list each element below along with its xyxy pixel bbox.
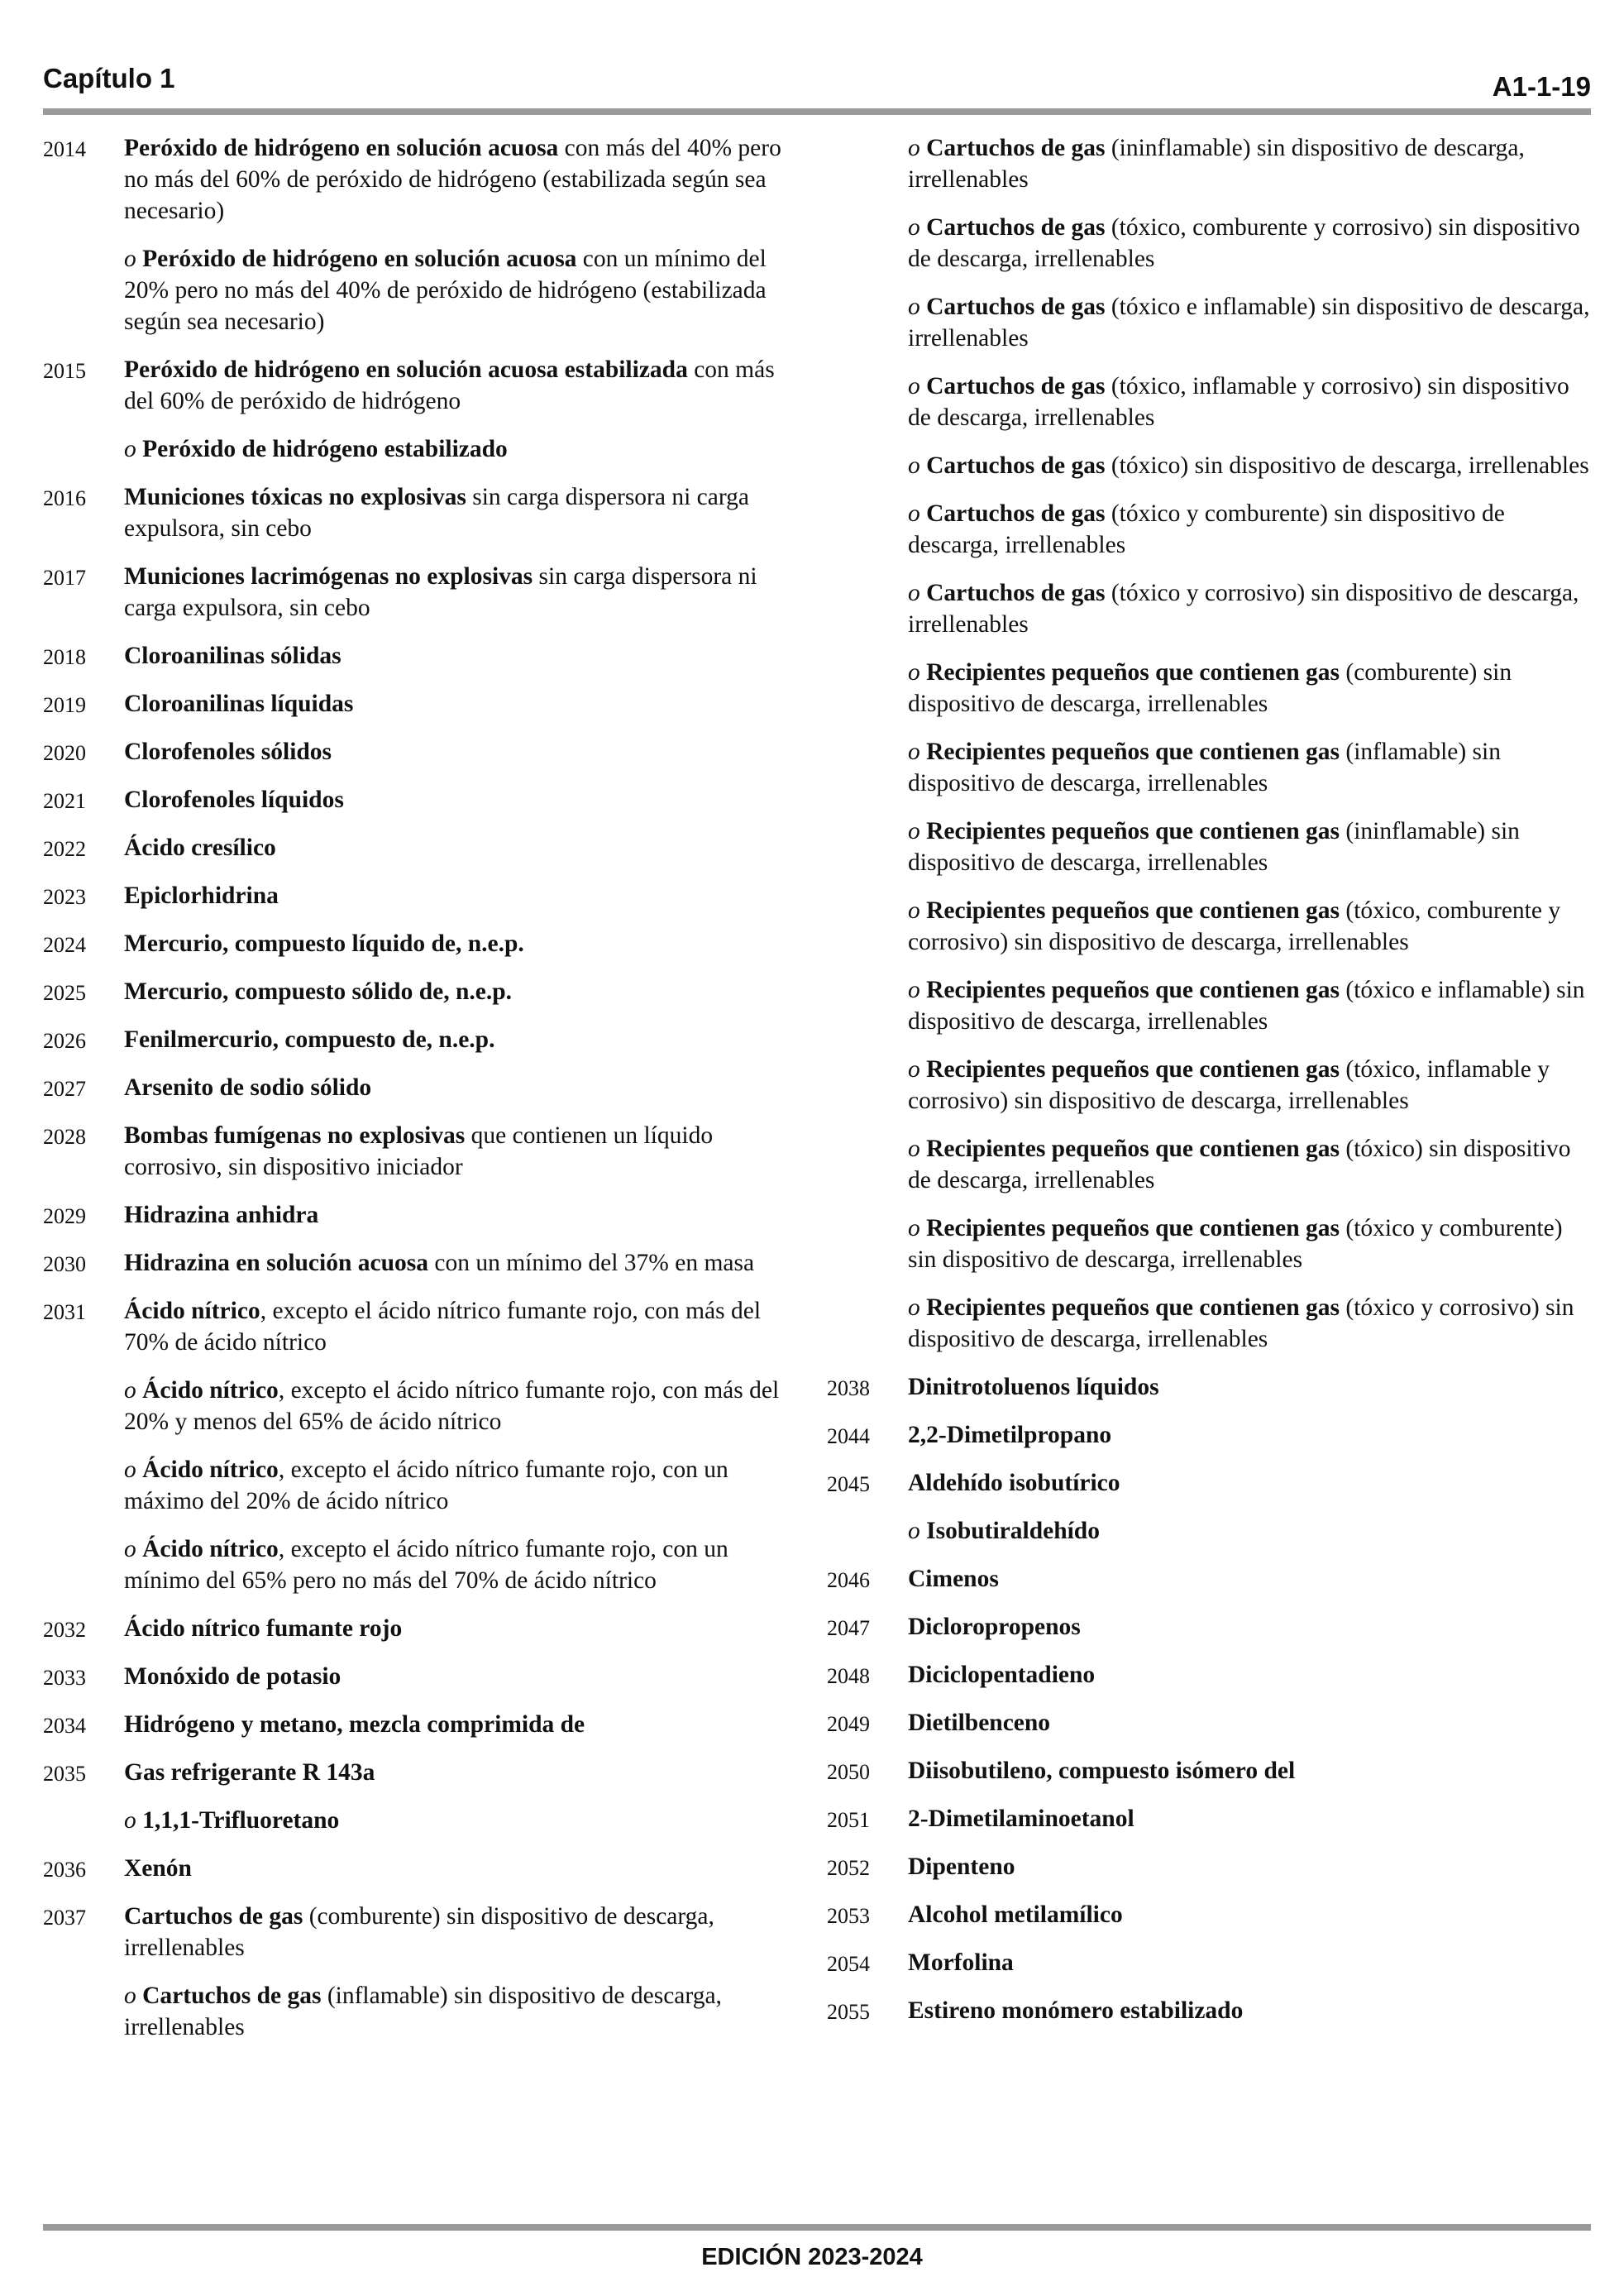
alternative-prefix: o [908,1518,920,1544]
entry-text [908,1949,1014,1976]
un-number: 2028 [43,1125,86,1149]
substance-description: sin carga dispersora ni carga expulsora, sin cebo [124,484,749,542]
un-number: 2037 [43,1906,86,1930]
un-entry [43,1757,804,1788]
un-entry [43,784,804,816]
alternative-prefix: o [908,1136,920,1162]
un-entry [827,1419,1592,1451]
entry-text [908,452,1589,479]
substance-description: (tóxico e inflamable) sin dispositivo de descarga, irrellenables [908,294,1590,352]
alternative-prefix: o [908,977,920,1003]
un-entry [43,1533,804,1596]
substance-description: con más del 60% de peróxido de hidrógeno [124,356,775,414]
un-entry [43,354,804,417]
alternative-prefix: o [908,500,920,527]
substance-description: con un mínimo del 37% en masa [427,1250,755,1276]
un-number: 2038 [827,1376,870,1400]
un-number: 2015 [43,359,86,383]
entry-text [124,1026,494,1053]
entry-text [124,484,749,542]
substance-name: Ácido nítrico [124,1298,260,1324]
substance-description: (inflamable) sin dispositivo de descarga, irrellenables [124,1983,722,2040]
entry-text [124,1202,318,1228]
un-number: 2030 [43,1252,86,1276]
alternative-prefix: o [124,1983,136,2009]
un-entry [827,1563,1592,1595]
un-entry [827,1947,1592,1978]
entry-text [908,1518,1100,1544]
substance-name: Epiclorhidrina [124,883,279,909]
un-entry [827,1133,1592,1196]
substance-name: Cloroanilinas líquidas [124,691,354,717]
substance-name: Fenilmercurio, compuesto de, n.e.p. [124,1026,495,1053]
substance-name: Recipientes pequeños que contienen gas [926,977,1340,1003]
un-entry [827,816,1592,878]
entry-text [124,1759,375,1786]
un-entry [43,832,804,863]
un-entry [827,1515,1592,1547]
un-number: 2052 [827,1856,870,1880]
un-entry [43,640,804,672]
substance-name: Peróxido de hidrógeno en solución acuosa [142,246,577,272]
substance-description: (tóxico y corrosivo) sin dispositivo de descarga, irrellenables [908,580,1579,638]
substance-description: (tóxico, comburente y corrosivo) sin dispositivo de descarga, irrellenables [908,214,1580,272]
un-entry [43,1247,804,1279]
un-entry [43,880,804,911]
un-number: 2047 [827,1616,870,1640]
entry-text [908,1806,1134,1832]
un-entry [827,1755,1592,1787]
substance-name: Cartuchos de gas [926,452,1106,479]
un-entry [827,450,1592,481]
un-number: 2032 [43,1618,86,1642]
entry-text [124,1250,754,1276]
substance-name: Recipientes pequeños que contienen gas [926,659,1340,686]
substance-name: Peróxido de hidrógeno en solución acuosa estabilizada [124,356,688,383]
substance-description: , excepto el ácido nítrico fumante rojo, con más del 70% de ácido nítrico [124,1298,762,1356]
substance-description: (ininflamable) sin dispositivo de descarga, irrellenables [908,135,1525,193]
un-entry [827,1803,1592,1834]
substance-description: (tóxico y corrosivo) sin dispositivo de descarga, irrellenables [908,1294,1574,1352]
chapter-title: Capítulo 1 [43,63,175,93]
alternative-prefix: o [908,897,920,924]
substance-name: Peróxido de hidrógeno estabilizado [142,436,508,462]
substance-name: 2-Dimetilaminoetanol [908,1806,1134,1832]
un-number: 2045 [827,1472,870,1496]
substance-name: Ácido cresílico [124,835,276,861]
entry-text [908,1758,1295,1784]
un-entry [827,1899,1592,1930]
substance-name: Cloroanilinas sólidas [124,643,342,669]
un-entry [43,1805,804,1836]
page-header [43,63,1591,103]
substance-name: Dipenteno [908,1854,1015,1880]
alternative-prefix: o [908,135,920,161]
un-entry [827,1213,1592,1275]
un-entry [43,561,804,624]
un-entry [827,1995,1592,2026]
substance-name: Recipientes pequeños que contienen gas [926,897,1340,924]
entry-text [908,1901,1123,1928]
entry-text [124,1855,192,1882]
entry-text [908,1854,1015,1880]
un-entry [43,481,804,544]
un-number: 2014 [43,137,86,161]
entry-text [908,580,1579,638]
entry-text [124,436,508,462]
substance-name: Municiones lacrimógenas no explosivas [124,563,533,590]
entry-text [124,135,781,224]
entry-text [124,930,524,957]
un-number: 2025 [43,981,86,1005]
substance-description: (comburente) sin dispositivo de descarga, irrellenables [124,1903,714,1961]
alternative-prefix: o [908,1056,920,1083]
alternative-prefix: o [124,1457,136,1483]
edition-footer: EDICIÓN 2023-2024 [701,2244,923,2270]
un-number: 2016 [43,486,86,510]
substance-name: Alcohol metilamílico [908,1901,1123,1928]
un-entry [827,974,1592,1037]
un-entry [43,1709,804,1740]
un-entry [43,1661,804,1692]
un-entry [827,132,1592,195]
substance-name: Hidrazina anhidra [124,1202,319,1228]
substance-name: 2,2-Dimetilpropano [908,1422,1112,1448]
alternative-prefix: o [124,1377,136,1404]
entry-text [908,977,1585,1035]
substance-name: Bombas fumígenas no explosivas [124,1122,466,1149]
un-entry [827,498,1592,561]
un-entry [43,928,804,959]
entry-text [908,897,1560,955]
substance-name: Cartuchos de gas [124,1903,303,1930]
substance-description: que contienen un líquido corrosivo, sin dispositivo iniciador [124,1122,714,1180]
entry-text [124,1074,371,1101]
un-entry [43,132,804,227]
substance-description: , excepto el ácido nítrico fumante rojo, con un máximo del 20% de ácido nítrico [124,1457,728,1514]
un-number: 2019 [43,693,86,717]
entry-text [908,1422,1111,1448]
un-entry [43,1375,804,1437]
entry-text [124,1377,779,1435]
footer-rule [43,2224,1591,2231]
un-number: 2049 [827,1712,870,1736]
entry-text [908,739,1501,796]
alternative-prefix: o [908,818,920,844]
substance-name: Gas refrigerante R 143a [124,1759,375,1786]
un-number: 2048 [827,1664,870,1688]
substance-description: con más del 40% pero no más del 60% de peróxido de hidrógeno (estabilizada según sea necesario) [124,135,781,224]
entry-text [908,1710,1050,1736]
alternative-prefix: o [908,580,920,606]
substance-name: 1,1,1-Trifluoretano [142,1807,340,1834]
substance-name: Clorofenoles sólidos [124,739,332,765]
substance-description: con un mínimo del 20% pero no más del 40% de peróxido de hidrógeno (estabilizada según sea necesario) [124,246,767,335]
substance-name: Dinitrotoluenos líquidos [908,1374,1159,1400]
substance-description: (comburente) sin dispositivo de descarga, irrellenables [908,659,1512,717]
entry-text [908,1470,1120,1496]
entry-text [124,1298,761,1356]
substance-name: Hidrógeno y metano, mezcla comprimida de [124,1711,585,1738]
alternative-prefix: o [908,1294,920,1321]
un-entry [827,1054,1592,1117]
un-entry [43,1454,804,1517]
un-number: 2024 [43,933,86,957]
entry-text [908,1294,1574,1352]
un-entry [827,212,1592,275]
substance-description: (tóxico y comburente) sin dispositivo de descarga, irrellenables [908,500,1505,558]
entry-text [908,1997,1243,2024]
un-entry [827,895,1592,958]
un-entry [43,1853,804,1884]
un-number: 2044 [827,1424,870,1448]
entry-text [124,978,512,1005]
entry-text [908,659,1512,717]
substance-description: (ininflamable) sin dispositivo de descarga, irrellenables [908,818,1520,876]
entry-text [908,1374,1159,1400]
un-number: 2029 [43,1204,86,1228]
substance-name: Recipientes pequeños que contienen gas [926,1294,1340,1321]
un-entry [43,736,804,768]
entry-text [124,1122,713,1180]
substance-name: Mercurio, compuesto líquido de, n.e.p. [124,930,524,957]
page-reference: A1-1-19 [1492,71,1591,102]
header-rule [43,108,1591,115]
entry-text [124,563,757,621]
substance-name: Cartuchos de gas [926,580,1106,606]
un-entry [827,1467,1592,1499]
un-number: 2053 [827,1904,870,1928]
entry-text [124,787,344,813]
substance-name: Cartuchos de gas [926,214,1106,241]
entry-text [124,1663,341,1690]
entry-text [124,1536,728,1594]
un-number: 2018 [43,645,86,669]
un-number: 2046 [827,1568,870,1592]
entry-text [908,1566,999,1592]
un-entry [827,1851,1592,1882]
entry-text [908,1614,1081,1640]
substance-name: Recipientes pequeños que contienen gas [926,1215,1340,1241]
un-entry [827,1707,1592,1739]
substance-name: Diisobutileno, compuesto isómero del [908,1758,1296,1784]
un-entry [43,976,804,1007]
un-number: 2017 [43,566,86,590]
un-entry [827,657,1592,720]
entry-text [908,1215,1563,1273]
alternative-prefix: o [124,246,136,272]
entry-text [124,1983,722,2040]
substance-name: Hidrazina en solución acuosa [124,1250,428,1276]
entry-text [124,1903,714,1961]
substance-name: Recipientes pequeños que contienen gas [926,739,1340,765]
substance-name: Ácido nítrico [142,1457,279,1483]
un-number: 2027 [43,1077,86,1101]
entry-text [908,135,1525,193]
substance-description: (tóxico) sin dispositivo de descarga, irrellenables [908,1136,1571,1193]
entry-text [124,356,775,414]
substance-description: (tóxico, comburente y corrosivo) sin dispositivo de descarga, irrellenables [908,897,1561,955]
alternative-prefix: o [908,373,920,399]
substance-description: (tóxico y comburente) sin dispositivo de descarga, irrellenables [908,1215,1563,1273]
substance-name: Recipientes pequeños que contienen gas [926,1056,1340,1083]
entry-text [908,500,1505,558]
entry-text [124,1711,585,1738]
entry-text [908,818,1520,876]
substance-description: (tóxico e inflamable) sin dispositivo de descarga, irrellenables [908,977,1585,1035]
un-entry [43,1613,804,1644]
entry-text [908,1662,1095,1688]
un-number: 2050 [827,1760,870,1784]
un-number: 2055 [827,2000,870,2024]
alternative-prefix: o [908,294,920,320]
substance-name: Recipientes pequeños que contienen gas [926,818,1340,844]
right-column [827,132,1592,2043]
un-entry [43,1199,804,1231]
un-entry [827,736,1592,799]
entry-text [124,835,276,861]
substance-description: sin carga dispersora ni carga expulsora, sin cebo [124,563,757,621]
alternative-prefix: o [908,214,920,241]
substance-name: Recipientes pequeños que contienen gas [926,1136,1340,1162]
un-entry [827,371,1592,433]
substance-name: Cartuchos de gas [926,500,1106,527]
left-column [43,132,804,2059]
entry-text [124,691,353,717]
un-entry [43,433,804,465]
substance-name: Diciclopentadieno [908,1662,1096,1688]
un-number: 2033 [43,1666,86,1690]
un-entry [827,577,1592,640]
un-entry [43,1295,804,1358]
entry-text [124,739,332,765]
un-number: 2022 [43,837,86,861]
entry-text [124,1807,339,1834]
entry-text [124,643,342,669]
alternative-prefix: o [908,1215,920,1241]
substance-name: Ácido nítrico [142,1377,279,1404]
substance-name: Clorofenoles líquidos [124,787,344,813]
entry-text [124,1457,728,1514]
entry-text [908,294,1590,352]
un-number: 2054 [827,1952,870,1976]
un-entry [43,1024,804,1055]
entry-text [908,1136,1570,1193]
substance-description: , excepto el ácido nítrico fumante rojo, con un mínimo del 65% pero no más del 70% de ácido nítrico [124,1536,728,1594]
alternative-prefix: o [908,659,920,686]
substance-name: Cartuchos de gas [926,373,1106,399]
alternative-prefix: o [124,1536,136,1562]
substance-description: (tóxico, inflamable y corrosivo) sin dispositivo de descarga, irrellenables [908,1056,1550,1114]
un-entry [43,1980,804,2043]
entry-text [908,373,1569,431]
alternative-prefix: o [124,1807,136,1834]
un-number: 2023 [43,885,86,909]
substance-name: Xenón [124,1855,192,1882]
un-number: 2026 [43,1029,86,1053]
substance-name: Aldehído isobutírico [908,1470,1120,1496]
substance-description: (tóxico) sin dispositivo de descarga, irrellenables [1105,452,1589,479]
un-number: 2020 [43,741,86,765]
un-number: 2036 [43,1858,86,1882]
substance-name: Cimenos [908,1566,999,1592]
entry-text [124,246,767,335]
substance-name: Monóxido de potasio [124,1663,342,1690]
substance-name: Cartuchos de gas [142,1983,322,2009]
entry-text [124,883,279,909]
entry-text [124,1615,402,1642]
un-entry [43,1120,804,1183]
substance-name: Cartuchos de gas [926,294,1106,320]
substance-name: Cartuchos de gas [926,135,1106,161]
un-entry [43,1901,804,1964]
substance-name: Dietilbenceno [908,1710,1051,1736]
substance-name: Ácido nítrico [142,1536,279,1562]
substance-name: Municiones tóxicas no explosivas [124,484,466,510]
substance-name: Estireno monómero estabilizado [908,1997,1244,2024]
substance-name: Peróxido de hidrógeno en solución acuosa [124,135,559,161]
substance-description: (inflamable) sin dispositivo de descarga, irrellenables [908,739,1501,796]
un-entry [827,1659,1592,1691]
alternative-prefix: o [908,739,920,765]
entry-text [908,1056,1550,1114]
un-number: 2021 [43,789,86,813]
un-entry [827,1371,1592,1403]
substance-name: Mercurio, compuesto sólido de, n.e.p. [124,978,512,1005]
un-entry [827,1292,1592,1355]
un-entry [43,243,804,337]
substance-name: Isobutiraldehído [926,1518,1100,1544]
un-entry [43,688,804,720]
substance-name: Dicloropropenos [908,1614,1081,1640]
un-entry [827,1611,1592,1643]
substance-description: , excepto el ácido nítrico fumante rojo, con más del 20% y menos del 65% de ácido nítrico [124,1377,780,1435]
un-number: 2051 [827,1808,870,1832]
un-number: 2035 [43,1762,86,1786]
un-number: 2031 [43,1300,86,1324]
alternative-prefix: o [908,452,920,479]
substance-name: Morfolina [908,1949,1014,1976]
un-number: 2034 [43,1714,86,1738]
un-entry [43,1072,804,1103]
substance-name: Ácido nítrico fumante rojo [124,1615,403,1642]
substance-name: Arsenito de sodio sólido [124,1074,372,1101]
substance-description: (tóxico, inflamable y corrosivo) sin dispositivo de descarga, irrellenables [908,373,1569,431]
un-entry [827,291,1592,354]
alternative-prefix: o [124,436,136,462]
entry-text [908,214,1580,272]
